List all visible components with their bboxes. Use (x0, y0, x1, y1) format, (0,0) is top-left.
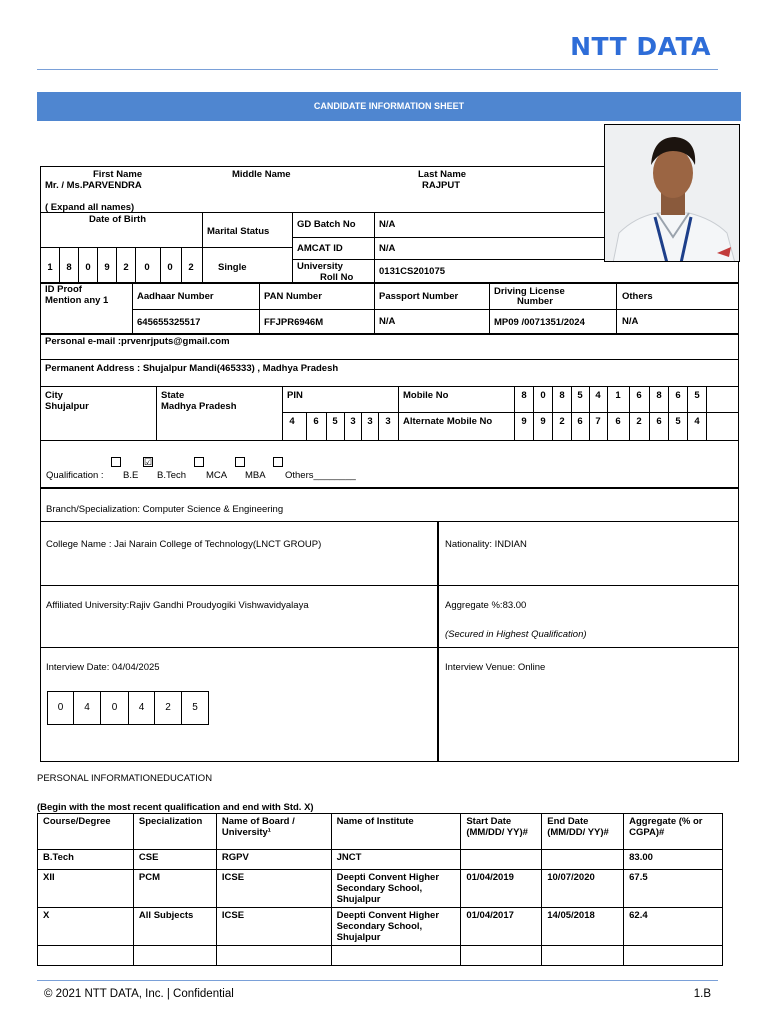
table-cell: 83.00 (624, 850, 723, 870)
amcat-id-label: AMCAT ID (297, 243, 343, 254)
alt-mobile-digit: 5 (675, 416, 681, 427)
id-proof-sublabel: Mention any 1 (45, 295, 109, 306)
mobile-digit: 1 (615, 390, 621, 401)
table-cell: 01/04/2019 (461, 870, 542, 908)
qualification-mca-checkbox[interactable] (194, 457, 204, 467)
pin-digit: 3 (385, 416, 391, 427)
alt-mobile-digit: 6 (615, 416, 621, 427)
passport-label: Passport Number (379, 291, 459, 302)
qualification-mba-checkbox[interactable] (235, 457, 245, 467)
permanent-address: Permanent Address : Shujalpur Mandi(465333) , Madhya Pradesh (45, 363, 339, 374)
mobile-digit: 6 (636, 390, 642, 401)
table-cell: X (38, 908, 134, 946)
column-header: Specialization (133, 814, 216, 850)
table-cell (542, 946, 624, 966)
qualification-label: Qualification : (46, 470, 104, 481)
gd-batch-label: GD Batch No (297, 219, 356, 230)
mobile-digit: 5 (694, 390, 700, 401)
interview-venue: Interview Venue: Online (445, 662, 546, 673)
aggregate-percent: Aggregate %:83.00 (445, 600, 527, 611)
qualification-option-be: B.E (123, 470, 139, 481)
table-cell (461, 946, 542, 966)
table-cell: PCM (133, 870, 216, 908)
mobile-digit: 0 (540, 390, 546, 401)
table-cell: CSE (133, 850, 216, 870)
first-name-label: First Name (93, 169, 143, 180)
ntt-data-logo: NTT DATA (570, 32, 711, 61)
table-cell: XII (38, 870, 134, 908)
table-cell: B.Tech (38, 850, 134, 870)
driving-license-value: MP09 /0071351/2024 (494, 317, 585, 328)
branch-specialization: Branch/Specialization: Computer Science & Engineering (46, 504, 284, 515)
amcat-id-value: N/A (379, 243, 396, 254)
qualification-option-mca: MCA (206, 470, 228, 481)
alt-mobile-digit: 9 (540, 416, 546, 427)
pin-digit: 4 (289, 416, 295, 427)
state-value: Madhya Pradesh (161, 401, 237, 412)
header-divider (37, 69, 718, 70)
footer-copyright: © 2021 NTT DATA, Inc. | Confidential (44, 988, 234, 1000)
mobile-digit: 4 (595, 390, 601, 401)
qualification-option-others: Others________ (285, 470, 356, 481)
table-cell (542, 850, 624, 870)
column-header: Aggregate (% or CGPA)# (624, 814, 723, 850)
roll-no-label-1: University (297, 261, 343, 272)
roll-no-value: 0131CS201075 (379, 266, 446, 277)
dob-digit: 1 (47, 262, 53, 273)
alt-mobile-digit: 4 (694, 416, 700, 427)
table-cell (216, 946, 331, 966)
middle-name-label: Middle Name (232, 169, 291, 180)
table-cell: Deepti Convent Higher Secondary School, Shujalpur (331, 908, 461, 946)
dob-label: Date of Birth (89, 214, 146, 225)
alt-mobile-digit: 2 (636, 416, 642, 427)
table-cell: RGPV (216, 850, 331, 870)
alt-mobile-digit: 9 (521, 416, 527, 427)
table-row (38, 870, 723, 908)
table-row (38, 946, 723, 966)
table-cell: ICSE (216, 870, 331, 908)
table-cell: All Subjects (133, 908, 216, 946)
others-label: Others (622, 291, 653, 302)
alternate-mobile-label: Alternate Mobile No (403, 416, 493, 427)
last-name-value: RAJPUT (422, 180, 461, 191)
alt-mobile-digit: 7 (595, 416, 601, 427)
qualification-option-btech: B.Tech (157, 470, 187, 481)
qualification-others-checkbox[interactable] (273, 457, 283, 467)
mobile-label: Mobile No (403, 390, 449, 401)
alt-mobile-digit: 6 (577, 416, 583, 427)
table-cell (624, 946, 723, 966)
mobile-digit: 6 (675, 390, 681, 401)
mobile-digit: 8 (559, 390, 565, 401)
table-cell (461, 850, 542, 870)
aggregate-note: (Secured in Highest Qualification) (445, 629, 587, 640)
column-header: Name of Board / University¹ (216, 814, 331, 850)
dob-digit: 2 (123, 262, 129, 273)
marital-status-label: Marital Status (207, 226, 270, 237)
column-header: Start Date (MM/DD/ YY)# (461, 814, 542, 850)
table-cell: 10/07/2020 (542, 870, 624, 908)
id-proof-label: ID Proof (45, 284, 82, 295)
mobile-digit: 5 (577, 390, 583, 401)
aadhaar-label: Aadhaar Number (137, 291, 214, 302)
roll-no-label-2: Roll No (320, 272, 354, 283)
gd-batch-value: N/A (379, 219, 396, 230)
dob-digit: 2 (188, 262, 194, 273)
column-header: Course/Degree (38, 814, 134, 850)
alt-mobile-digit: 6 (656, 416, 662, 427)
affiliated-university: Affiliated University:Rajiv Gandhi Proudyogiki Vishwavidyalaya (46, 600, 309, 611)
table-row (38, 850, 723, 870)
dob-digit: 0 (167, 262, 173, 273)
education-note: (Begin with the most recent qualification and end with Std. X) (37, 802, 314, 813)
table-cell (331, 946, 461, 966)
dob-digit: 8 (66, 262, 72, 273)
table-cell: 67.5 (624, 870, 723, 908)
qualification-option-mba: MBA (245, 470, 266, 481)
expand-names-note: ( Expand all names) (45, 202, 135, 213)
table-cell: Deepti Convent Higher Secondary School, Shujalpur (331, 870, 461, 908)
personal-email: Personal e-mail :prvenrjputs@gmail.com (45, 336, 230, 347)
table-cell (38, 946, 134, 966)
column-header: End Date (MM/DD/ YY)# (542, 814, 624, 850)
passport-value: N/A (379, 316, 396, 327)
pin-label: PIN (287, 390, 303, 401)
table-cell (133, 946, 216, 966)
table-row (38, 908, 723, 946)
city-value: Shujalpur (45, 401, 89, 412)
last-name-label: Last Name (418, 169, 467, 180)
others-value: N/A (622, 316, 639, 327)
qualification-btech-checkbox[interactable] (143, 457, 153, 467)
banner-title: CANDIDATE INFORMATION SHEET (37, 92, 741, 121)
pan-value: FFJPR6946M (264, 317, 324, 328)
state-label: State (161, 390, 185, 401)
interview-date-digit: 2 (154, 691, 182, 725)
qualification-be-checkbox[interactable] (111, 457, 121, 467)
pin-digit: 3 (367, 416, 373, 427)
interview-date-digit: 5 (181, 691, 209, 725)
nationality: Nationality: INDIAN (445, 539, 527, 550)
check-mark-icon: ☑ (144, 457, 153, 467)
section-title: PERSONAL INFORMATIONEDUCATION (37, 773, 213, 784)
column-header: Name of Institute (331, 814, 461, 850)
footer-divider (37, 980, 718, 981)
dob-digit: 9 (104, 262, 110, 273)
table-header-row (38, 814, 723, 850)
marital-status-value: Single (218, 262, 247, 273)
mobile-digit: 8 (656, 390, 662, 401)
pin-digit: 5 (332, 416, 338, 427)
college-name: College Name : Jai Narain College of Technology(LNCT GROUP) (46, 539, 322, 550)
pan-label: PAN Number (264, 291, 322, 302)
interview-date-digit: 4 (73, 691, 101, 725)
candidate-photo (604, 124, 740, 262)
table-cell: 14/05/2018 (542, 908, 624, 946)
interview-date-digit: 4 (128, 691, 155, 725)
interview-date-digit: 0 (100, 691, 129, 725)
education-table (37, 813, 723, 966)
first-name-value: Mr. / Ms.PARVENDRA (45, 180, 142, 191)
footer-version: 1.B (693, 988, 711, 1000)
alt-mobile-digit: 2 (559, 416, 565, 427)
city-label: City (45, 390, 63, 401)
interview-date: Interview Date: 04/04/2025 (46, 662, 160, 673)
driving-license-label: Driving License (494, 286, 565, 297)
aadhaar-value: 645655325517 (137, 317, 201, 328)
table-cell: ICSE (216, 908, 331, 946)
pin-digit: 6 (313, 416, 319, 427)
driving-license-label-2: Number (517, 296, 553, 307)
table-cell: JNCT (331, 850, 461, 870)
dob-digit: 0 (85, 262, 91, 273)
table-cell: 01/04/2017 (461, 908, 542, 946)
table-cell: 62.4 (624, 908, 723, 946)
mobile-digit: 8 (521, 390, 527, 401)
interview-date-digit: 0 (47, 691, 74, 725)
pin-digit: 3 (350, 416, 356, 427)
dob-digit: 0 (144, 262, 150, 273)
